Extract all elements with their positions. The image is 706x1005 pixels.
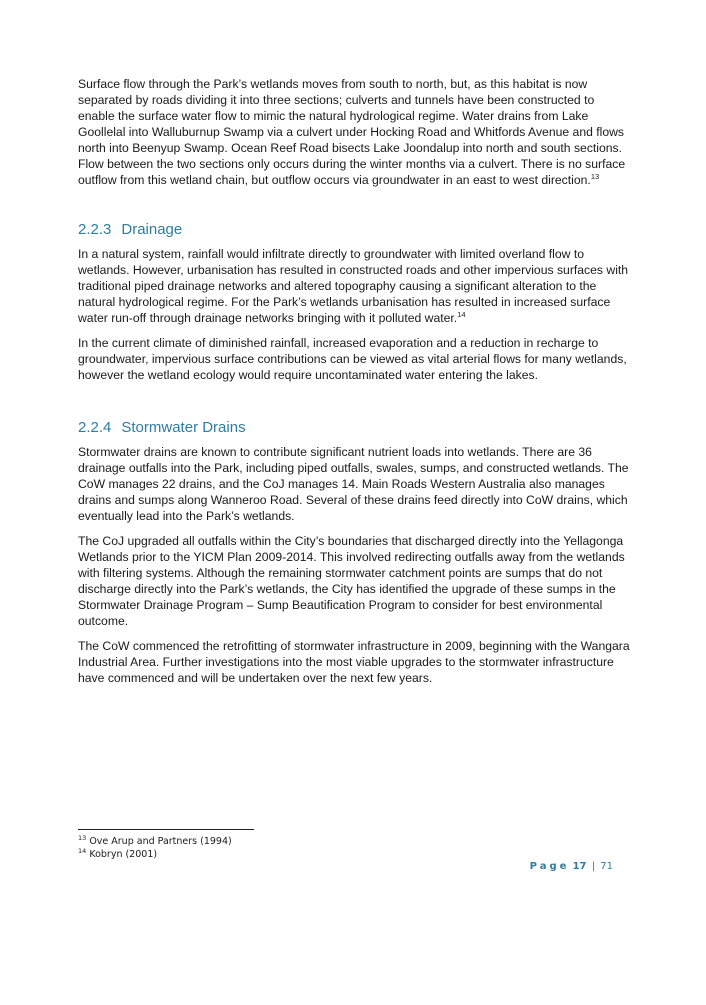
footnote-item	[78, 835, 232, 848]
stormwater-heading	[78, 419, 246, 437]
drainage-section-title: Drainage	[121, 221, 183, 238]
page-word: Page	[529, 861, 570, 872]
footnote-item	[78, 848, 232, 861]
footnote-ref-14[interactable]: 14	[457, 310, 466, 319]
stormwater-paragraph-2: The CoJ upgraded all outfalls within the City’s boundaries that discharged directly into the Yellagonga Wetlands prior to the YICM Plan 2009-2014. This involved redirecting outfalls away from the wetlands with filtering systems. Although the remaining stormwater catchment points are sumps that do not discharge directly into the Park’s wetlands, the City has identified the upgrade of these sumps in the Stormwater Drainage Program – Sump Beautification Program to consider for best environmental outcome.	[78, 534, 625, 628]
stormwater-paragraph-1: Stormwater drains are known to contribute significant nutrient loads into wetlands. There are 36 drainage outfalls into the Park, including piped outfalls, swales, sumps, and constructed wetlands. The CoW manages 22 drains, and the CoJ manages 14. Main Roads Western Australia also manages drains and sumps along Wanneroo Road. Several of these drains feed directly into CoW drains, which eventually lead into the Park’s wetlands.	[78, 445, 629, 523]
stormwater-section-title: Stormwater Drains	[121, 419, 246, 436]
footnote-number: 14	[78, 847, 87, 855]
page-separator: |	[591, 861, 596, 872]
footnotes	[78, 835, 232, 861]
intro-section	[78, 76, 630, 197]
footnote-number: 13	[78, 834, 87, 842]
footnote-text: Ove Arup and Partners (1994)	[89, 836, 232, 847]
footnote-text: Kobryn (2001)	[89, 849, 158, 860]
intro-paragraph: Surface flow through the Park’s wetlands moves from south to north, but, as this habitat is now separated by roads dividing it into three sections; culverts and tunnels have been constructed to enable the surface water flow to mimic the natural hydrological regime. Water drains from Lake Goollelal into Walluburnup Swamp via a culvert under Hocking Road and Whitfords Avenue and flows north into Beenyup Swamp. Ocean Reef Road bisects Lake Joondalup into north and south sections. Flow between the two sections only occurs during the winter months via a culvert. There is no surface outflow from this wetland chain, but outflow occurs via groundwater in an east to west direction.$^{13}$	[78, 77, 626, 187]
drainage-paragraph-2: In the current climate of diminished rainfall, increased evaporation and a reduction in recharge to groundwater, impervious surface contributions can be viewed as vital arterial flows for many wetlands, however the wetland ecology would require uncontaminated water entering the lakes.	[78, 336, 627, 382]
page-number: 17	[572, 861, 587, 872]
footnote-ref-13[interactable]: 13	[590, 172, 600, 181]
drainage-paragraph-1: In a natural system, rainfall would infiltrate directly to groundwater with limited overland flow to wetlands. However, urbanisation has resulted in constructed roads and other impervious surfaces with traditional piped drainage networks and altered topography causing a significant alteration to the natural hydrological regime. For the Park’s wetlands urbanisation has resulted in increased surface water run-off through drainage networks bringing with it polluted water.$^{14}$	[78, 247, 629, 325]
stormwater-paragraph-3: The CoW commenced the retrofitting of stormwater infrastructure in 2009, beginning with the Wangara Industrial Area. Further investigations into the most viable upgrades to the stormwater infrastructure have commenced and will be undertaken over the next few years.	[78, 639, 630, 685]
total-pages: 71	[600, 861, 613, 872]
stormwater-section	[78, 444, 630, 695]
footnote-divider	[78, 829, 254, 830]
page-footer	[530, 861, 613, 872]
stormwater-section-number: 2.2.4	[78, 419, 112, 436]
drainage-section-number: 2.2.3	[78, 221, 112, 238]
drainage-section	[78, 246, 630, 392]
drainage-heading	[78, 221, 182, 239]
